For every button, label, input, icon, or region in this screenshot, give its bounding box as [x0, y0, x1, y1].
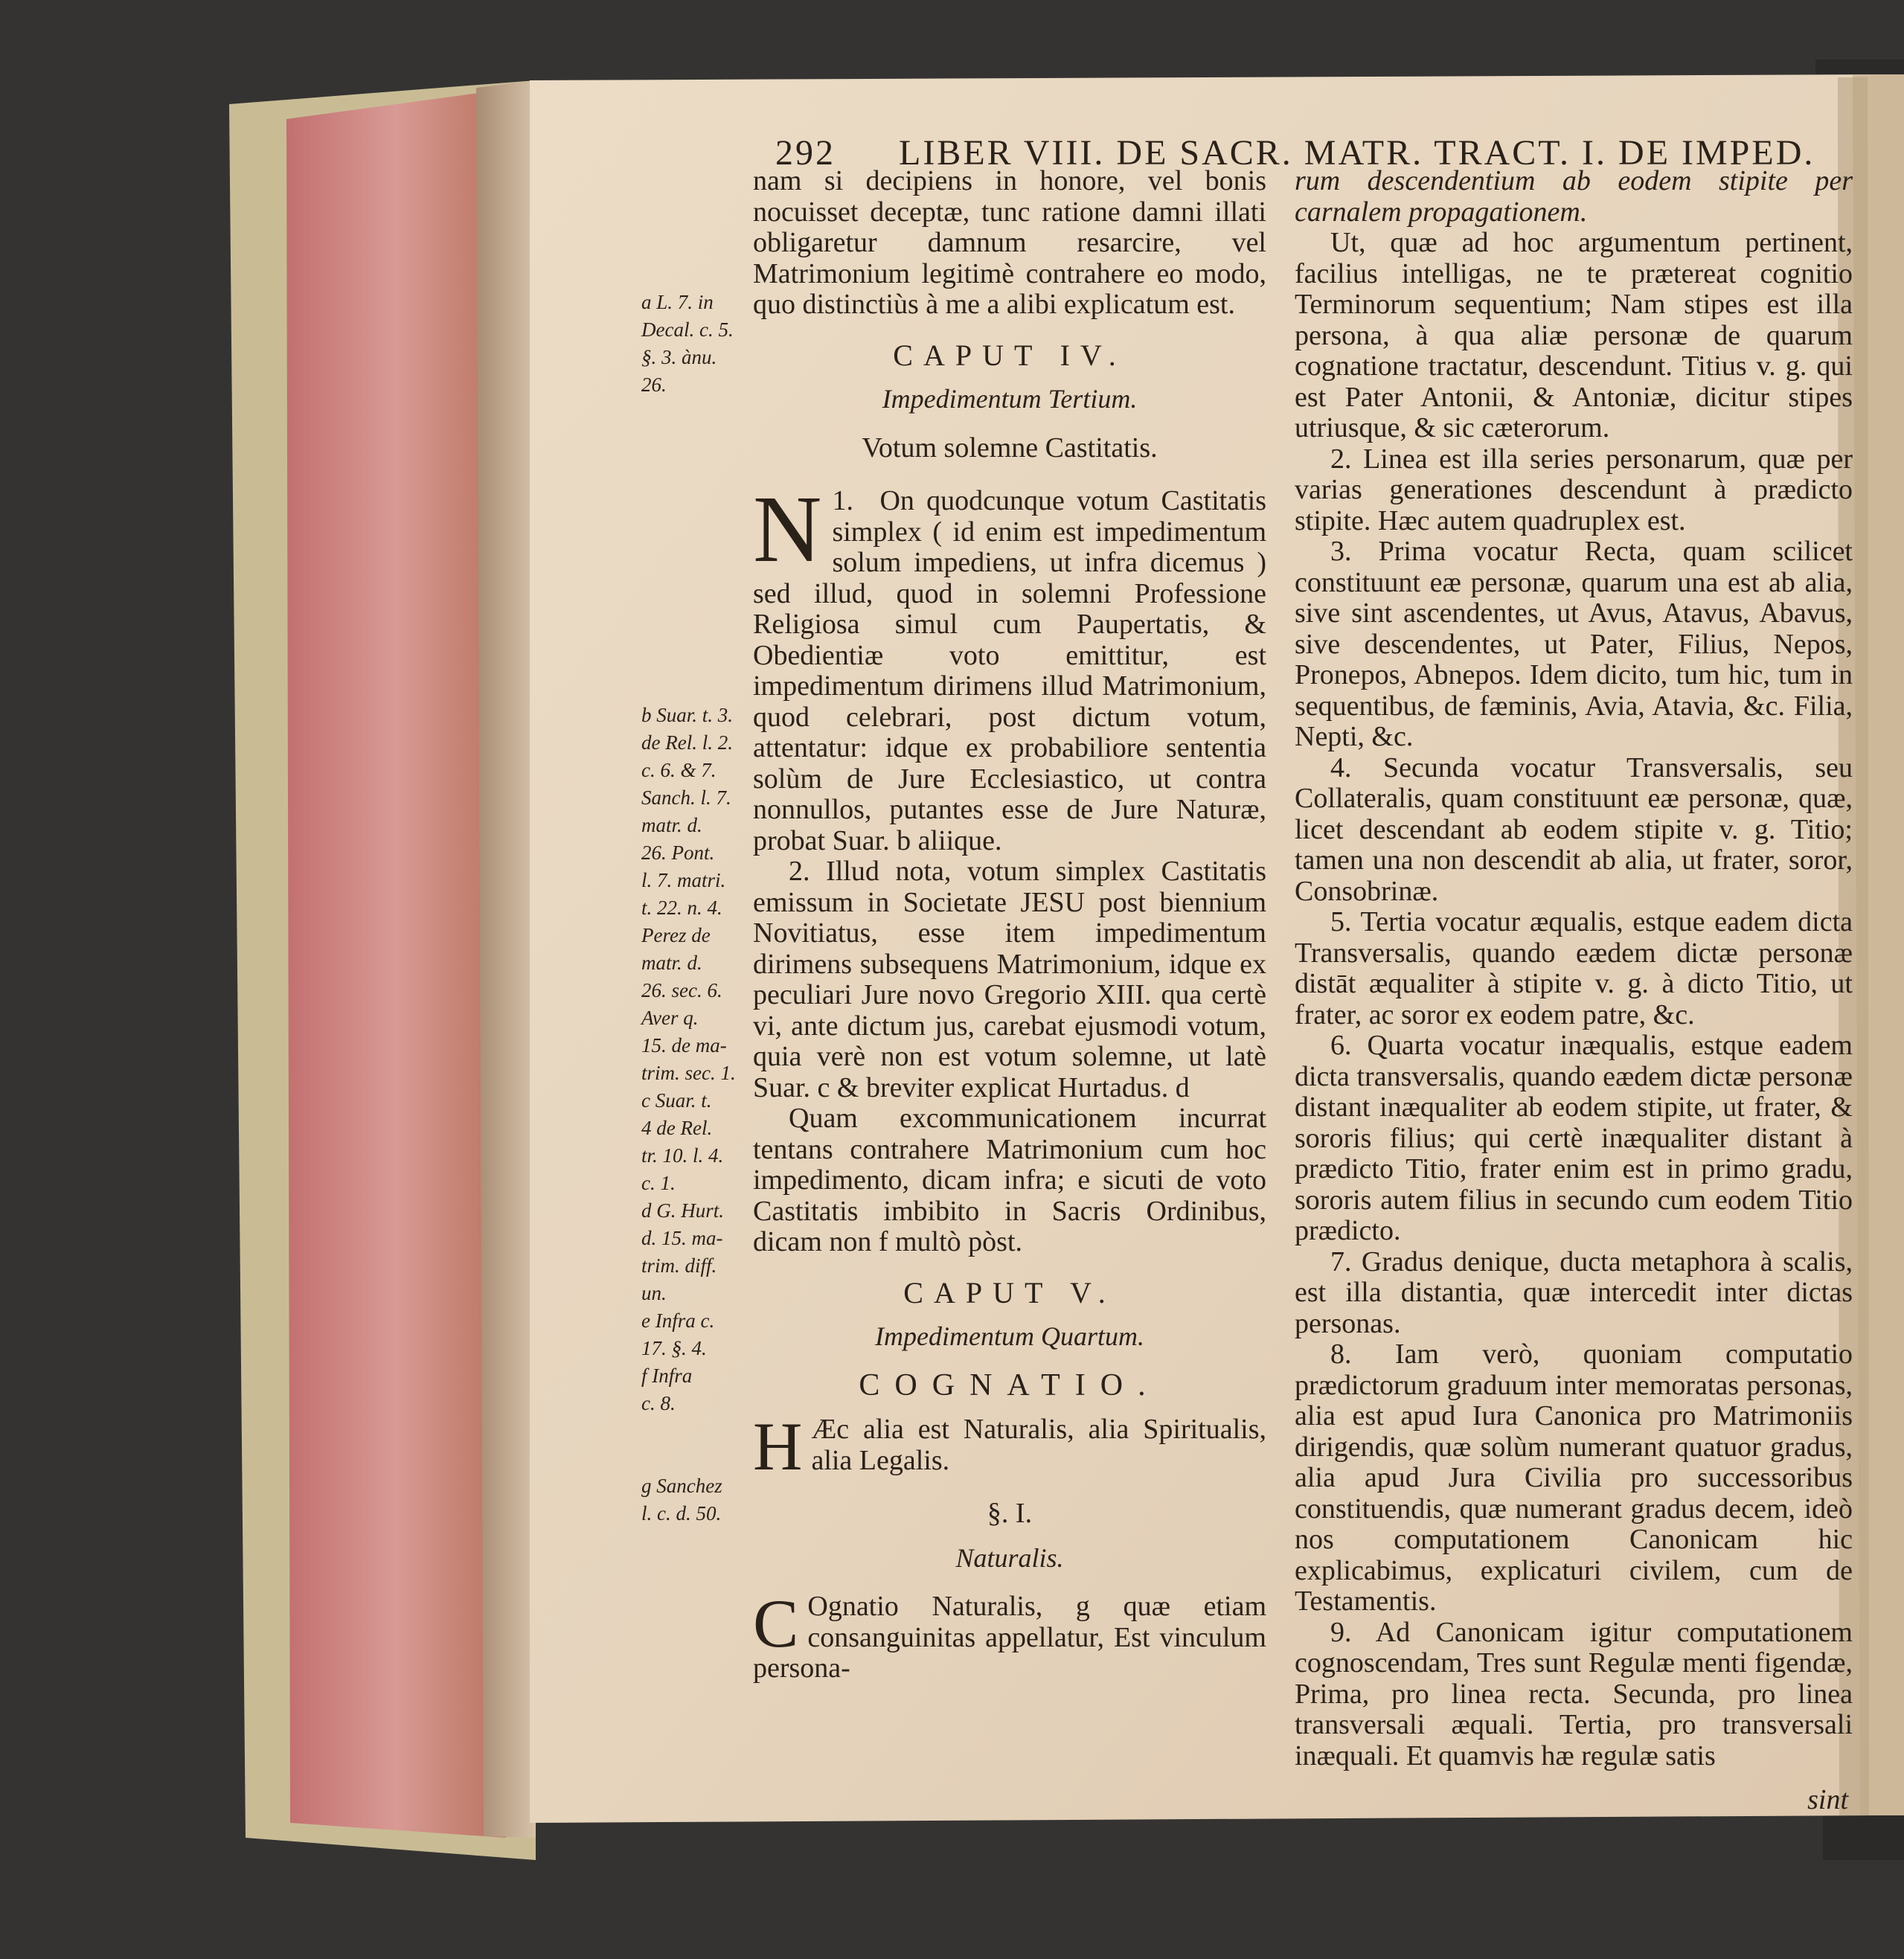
- intro-paragraph: Ut, quæ ad hoc argumentum pertinent, facilius intelligas, ne te prætereat cognitio Terminorum sequentium; Nam stipes est illa persona, à qua aliæ personæ de quarum cognatione tractatur, descendunt. Titius v. g. qui est Pater Antonii, & Antoniæ, dicitur stipes utriusque, & sic cæterorum.: [1295, 227, 1853, 443]
- margin-note: 26. Pont.: [641, 841, 715, 864]
- margin-note: trim. diff.: [641, 1254, 717, 1277]
- margin-note: c. 8.: [641, 1392, 676, 1414]
- margin-note: [641, 536, 753, 564]
- paragraph-3: Quam excommunicationem incurrat tentans contrahere Matrimonium cum hoc impedimento, dicam infra; e sicuti de voto Castitatis imbibito in Sacris Ordinibus, dicam non f multò pòst.: [753, 1103, 1266, 1257]
- paragraph-4: 4. Secunda vocatur Transversalis, seu Collateralis, quam constituunt eæ personæ, quæ, licet descendant ab eodem stipite v. g. Titio; tamen una non descendit ab alia, ut frater, soror, Consobrinæ.: [1295, 751, 1853, 907]
- margin-note: c. 6. & 7.: [641, 759, 717, 781]
- margin-note: [641, 564, 753, 591]
- margin-note: Decal. c. 5.: [641, 318, 734, 341]
- paragraph-5: 5. Tertia vocatur æqualis, estque eadem dicta Transversalis, quando eædem dictæ personæ distāt æqualiter à stipite v. g. à dicto Titio, ut frater, ac soror ex eodem patre, &c.: [1295, 906, 1853, 1030]
- paragraph-text: On quodcunque votum Castitatis simplex ( id enim est impedimentum solum impediens, ut infra dicemus ) sed illud, quod in solemni Professione Religiosa simul cum Paupertatis, & Obedientiæ voto emittitur, est impedimentum dirimens illud Matrimonium, quod celebrari, post dictum votum, attentatur: idque ex probabiliore sententia solùm de Jure Ecclesiastico, ut contra nonnullos, putantes esse de Jure Naturæ, probat Suar. b aliique.: [753, 485, 1266, 856]
- margin-note: trim. sec. 1.: [641, 1062, 736, 1084]
- continuation-paragraph: rum descendentium ab eodem stipite per carnalem propagationem.: [1295, 165, 1853, 228]
- margin-note: matr. d.: [641, 952, 702, 974]
- margin-note: [641, 591, 753, 619]
- naturalis-paragraph: [753, 1586, 1266, 1684]
- margin-note: [641, 647, 753, 674]
- margin-note: t. 22. n. 4.: [641, 897, 722, 919]
- paragraph-2: 2. Illud nota, votum simplex Castitatis emissum in Societate JESU post biennium Novitiatus, esse item impedimentum dirimens subsequens Matrimonium, idque ex peculiari Jure novo Gregorio XIII. qua certè vi, ante dictum jus, carebat ejusmodi votum, quia verè non est votum solemne, ut latè Suar. c & breviter explicat Hurtadus. d: [753, 856, 1266, 1103]
- margin-note: Sanch. l. 7.: [641, 786, 731, 809]
- cognatio-paragraph: [753, 1408, 1266, 1484]
- marginal-notes: [641, 289, 753, 1527]
- caput-iv-heading: CAPUT IV.: [893, 338, 1126, 372]
- margin-note: l. 7. matri.: [641, 869, 726, 891]
- margin-note: de Rel. l. 2.: [641, 731, 733, 754]
- margin-note: g Sanchez: [641, 1475, 722, 1497]
- paragraph-7: 7. Gradus denique, ducta metaphora à scalis, est illa distantia, quæ intercedit inter dictas personas.: [1295, 1245, 1853, 1339]
- drop-cap: N: [753, 476, 822, 582]
- margin-note: e Infra c.: [641, 1309, 715, 1332]
- margin-note: l. c. d. 50.: [641, 1502, 722, 1524]
- paragraph-2: 2. Linea est illa series personarum, quæ per varias generationes descendunt à prædicto stipite. Hæc autem quadruplex est.: [1295, 443, 1853, 536]
- margin-note: c Suar. t.: [641, 1089, 712, 1112]
- margin-note: d G. Hurt.: [641, 1199, 725, 1222]
- margin-note: 15. de ma-: [641, 1034, 727, 1057]
- margin-note: 26.: [641, 373, 667, 396]
- margin-note: [641, 454, 753, 481]
- margin-note: f Infra: [641, 1365, 693, 1387]
- margin-note: 17. §. 4.: [641, 1337, 707, 1359]
- margin-note: un.: [641, 1282, 667, 1304]
- section-subtitle: Naturalis.: [955, 1542, 1064, 1573]
- paragraph-number: 1.: [832, 485, 853, 516]
- margin-note: 26. sec. 6.: [641, 979, 722, 1001]
- paragraph-text: Æc alia est Naturalis, alia Spiritualis, alia Legalis.: [811, 1414, 1266, 1476]
- margin-note: [641, 426, 753, 454]
- right-text-column: [1295, 166, 1853, 1772]
- margin-note: [641, 481, 753, 509]
- paragraph-6: 6. Quarta vocatur inæqualis, estque eadem dicta transversalis, quando eædem dictæ personæ distant inæqualiter ab eodem stipite, ut frater, & sororis filius; qui certè inæqualiter distant à prædicto Titio, frater enim est in primo gradu, sororis autem filius in secundo cum eodem Titio prædicto.: [1295, 1030, 1853, 1246]
- paragraph-1: [753, 476, 1266, 856]
- paragraph-text: Ognatio Naturalis, g quæ etiam consanguinitas appellatur, Est vinculum persona-: [753, 1591, 1266, 1684]
- margin-note: [641, 674, 753, 702]
- page-stack: [476, 80, 536, 1838]
- margin-note: Aver q.: [641, 1007, 699, 1029]
- caput-v-heading: CAPUT V.: [903, 1275, 1116, 1309]
- caput-iv-subtitle: Impedimentum Tertium.: [882, 384, 1138, 414]
- margin-note: [641, 1445, 753, 1472]
- margin-note: b Suar. t. 3.: [641, 704, 734, 726]
- margin-note: d. 15. ma-: [641, 1227, 723, 1249]
- paragraph-9: 9. Ad Canonicam igitur computationem cognoscendam, Tres sunt Regulæ menti figendæ, Prima, pro linea recta. Secunda, pro linea transversali æquali. Tertia, pro transversali inæquali. Et quamvis hæ regulæ satis: [1295, 1616, 1853, 1772]
- margin-note: Perez de: [641, 924, 711, 946]
- margin-note: §. 3. ànu.: [641, 346, 717, 368]
- page-number: 292: [775, 133, 836, 173]
- margin-note: matr. d.: [641, 814, 702, 836]
- margin-note: a L. 7. in: [641, 291, 714, 313]
- margin-note: [641, 509, 753, 536]
- page-edge-red: [286, 89, 506, 1838]
- running-title: LIBER VIII. DE SACR. MATR. TRACT. I. DE IMPED.: [899, 133, 1815, 173]
- left-text-column: [753, 166, 1266, 1684]
- margin-note: 4 de Rel.: [641, 1117, 713, 1139]
- caput-v-title: COGNATIO.: [859, 1368, 1161, 1402]
- margin-note: c. 1.: [641, 1172, 676, 1194]
- caput-v-subtitle: Impedimentum Quartum.: [875, 1321, 1144, 1351]
- section-heading: §. I.: [987, 1498, 1033, 1529]
- caput-iv-title: Votum solemne Castitatis.: [862, 432, 1158, 464]
- catchword: sint: [1807, 1784, 1848, 1815]
- margin-note: tr. 10. l. 4.: [641, 1144, 724, 1167]
- continuation-paragraph: nam si decipiens in honore, vel bonis nocuisset deceptæ, tunc ratione damni illati obligaretur damnum resarcire, vel Matrimonium legitimè contrahere eo modo, quo distinctiùs à me a alibi explicatum est.: [753, 165, 1266, 320]
- margin-note: [641, 619, 753, 647]
- drop-cap: C: [753, 1586, 799, 1661]
- margin-note: [641, 1417, 753, 1445]
- margin-note: [641, 399, 753, 426]
- paragraph-3: 3. Prima vocatur Recta, quam scilicet constituunt eæ personæ, quarum una est ab alia, sive sint ascendentes, ut Avus, Atavus, Abavus, sive descendentes, ut Pater, Filius, Nepos, Pronepos, Abnepos. Idem dicito, tum hic, tum in sequentibus, de fæminis, Avia, Atavia, &c. Filia, Nepti, &c.: [1295, 536, 1853, 752]
- book-page: [530, 80, 1878, 1825]
- drop-cap: H: [753, 1408, 803, 1484]
- paragraph-8: 8. Iam verò, quoniam computatio prædictorum graduum inter memoratas personas, alia est apud Iura Canonica pro Matrimoniis dirigendis, quæ solùm numerant quatuor gradus, alia apud Jura Civilia pro successoribus constituendis, quæ numerant gradus decem, ideò nos computationem Canonicam hic explicabimus, explicaturi civilem, cum de Testamentis.: [1295, 1338, 1853, 1617]
